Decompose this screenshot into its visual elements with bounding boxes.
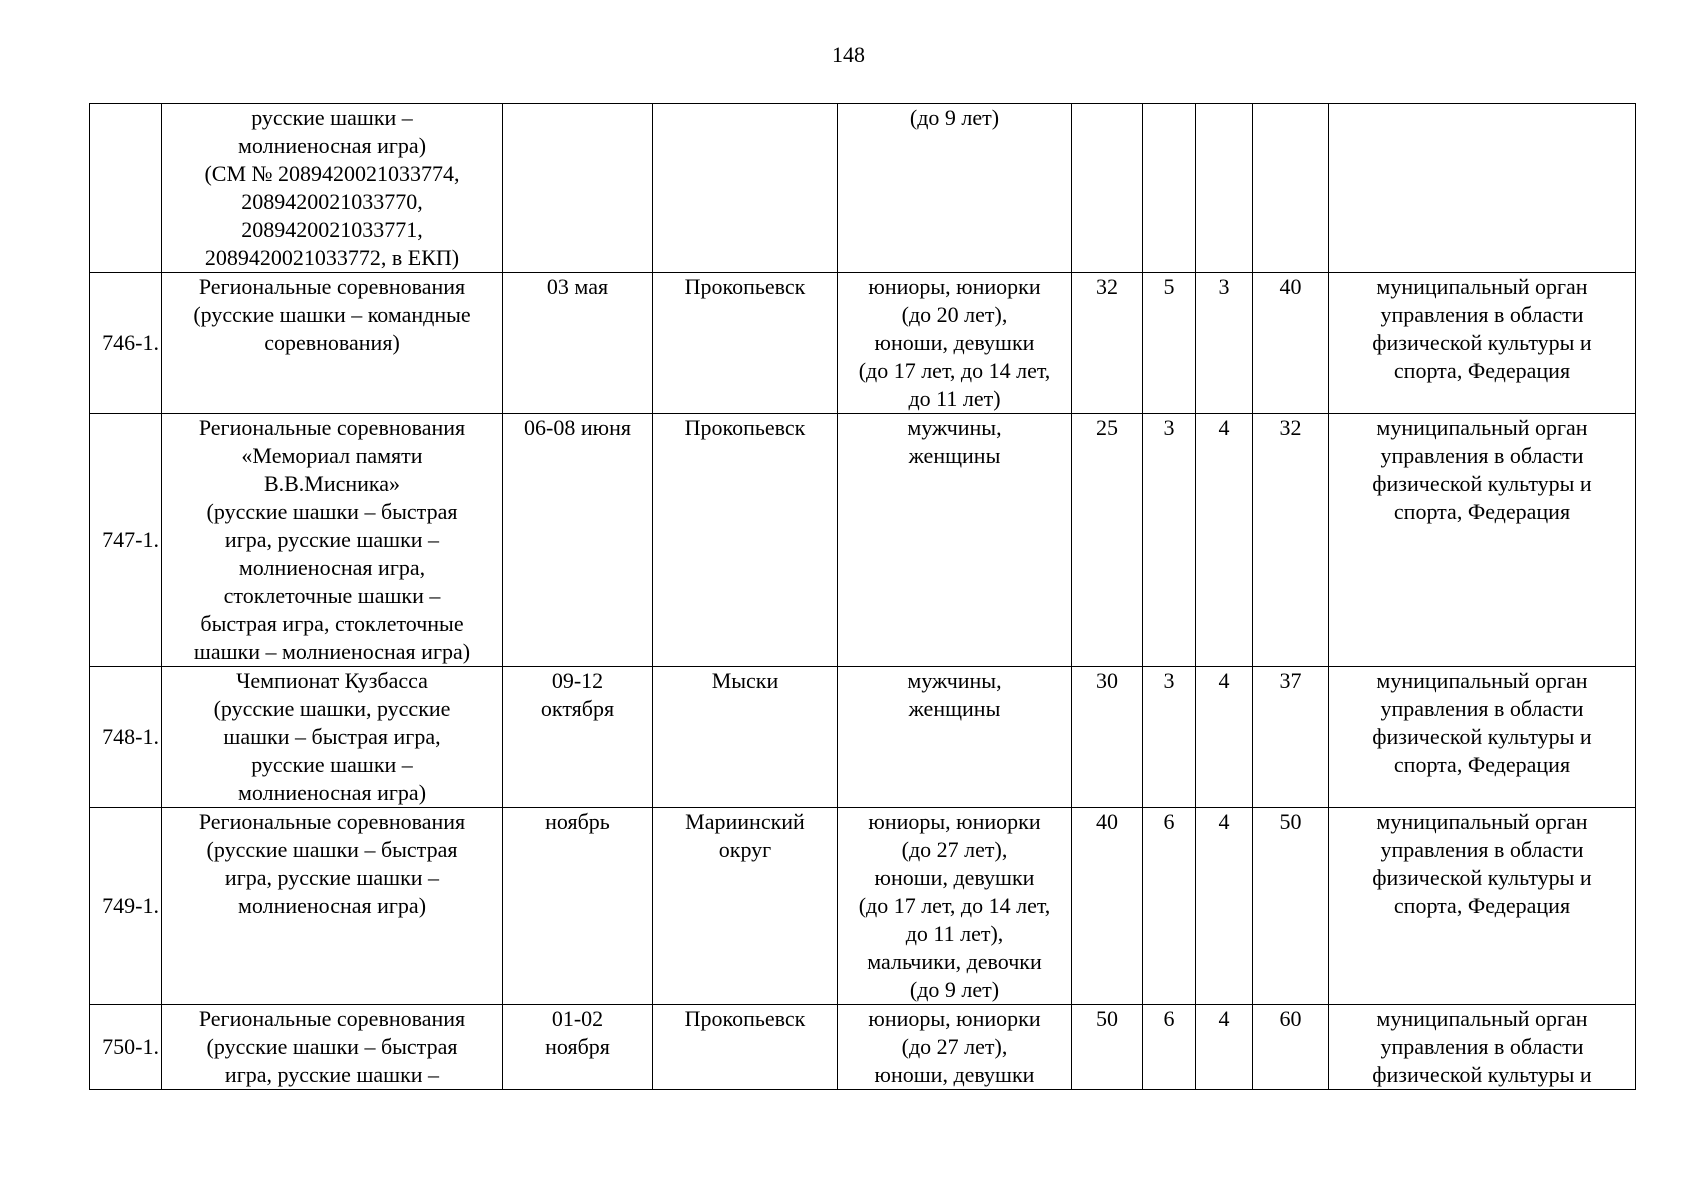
row-number: 747-1.: [90, 414, 162, 667]
count-col1: 40: [1072, 808, 1143, 1005]
participants: мужчины, женщины: [838, 667, 1072, 808]
organizer: муниципальный орган управления в области физической культуры и спорта, Федерация: [1329, 808, 1636, 1005]
count-col2: 6: [1143, 808, 1196, 1005]
count-total: 40: [1253, 273, 1329, 414]
event-date: 06-08 июня: [503, 414, 653, 667]
table-row: [90, 414, 1636, 667]
count-total: 37: [1253, 667, 1329, 808]
row-number: [90, 104, 162, 273]
count-total: 32: [1253, 414, 1329, 667]
event-date: [503, 104, 653, 273]
event-place: Мариинский округ: [653, 808, 838, 1005]
table-row: [90, 1005, 1636, 1090]
event-date: 09-12 октября: [503, 667, 653, 808]
participants: юниоры, юниорки (до 27 лет), юноши, девушки (до 17 лет, до 14 лет, до 11 лет), мальчики, девочки (до 9 лет): [838, 808, 1072, 1005]
event-name: Региональные соревнования (русские шашки – быстрая игра, русские шашки – молниеносная игра): [162, 808, 503, 1005]
organizer: [1329, 104, 1636, 273]
count-col1: 25: [1072, 414, 1143, 667]
count-col2: [1143, 104, 1196, 273]
count-col1: [1072, 104, 1143, 273]
count-col3: 3: [1196, 273, 1253, 414]
count-col2: 3: [1143, 667, 1196, 808]
event-place: Прокопьевск: [653, 273, 838, 414]
row-number: 748-1.: [90, 667, 162, 808]
table-row: [90, 273, 1636, 414]
organizer: муниципальный орган управления в области физической культуры и спорта, Федерация: [1329, 667, 1636, 808]
count-total: [1253, 104, 1329, 273]
event-name: Чемпионат Кузбасса (русские шашки, русские шашки – быстрая игра, русские шашки – молниеносная игра): [162, 667, 503, 808]
count-col3: [1196, 104, 1253, 273]
count-col3: 4: [1196, 667, 1253, 808]
count-total: 50: [1253, 808, 1329, 1005]
row-number: 750-1.: [90, 1005, 162, 1090]
count-col3: 4: [1196, 414, 1253, 667]
event-place: Прокопьевск: [653, 414, 838, 667]
event-date: 01-02 ноября: [503, 1005, 653, 1090]
count-total: 60: [1253, 1005, 1329, 1090]
event-date: 03 мая: [503, 273, 653, 414]
count-col2: 6: [1143, 1005, 1196, 1090]
count-col3: 4: [1196, 808, 1253, 1005]
event-name: Региональные соревнования «Мемориал памяти В.В.Мисника» (русские шашки – быстрая игра, русские шашки – молниеносная игра, стоклеточные шашки – быстрая игра, стоклеточные шашки – молниеносная игра): [162, 414, 503, 667]
organizer: муниципальный орган управления в области физической культуры и: [1329, 1005, 1636, 1090]
table-row: [90, 104, 1636, 273]
count-col1: 50: [1072, 1005, 1143, 1090]
table-row: [90, 808, 1636, 1005]
count-col1: 30: [1072, 667, 1143, 808]
count-col2: 3: [1143, 414, 1196, 667]
count-col2: 5: [1143, 273, 1196, 414]
row-number: 749-1.: [90, 808, 162, 1005]
event-name: Региональные соревнования (русские шашки – быстрая игра, русские шашки –: [162, 1005, 503, 1090]
organizer: муниципальный орган управления в области физической культуры и спорта, Федерация: [1329, 273, 1636, 414]
count-col3: 4: [1196, 1005, 1253, 1090]
page-number: 148: [832, 42, 865, 67]
event-place: Мыски: [653, 667, 838, 808]
event-place: [653, 104, 838, 273]
participants: мужчины, женщины: [838, 414, 1072, 667]
schedule-table: [89, 103, 1636, 1090]
table-row: [90, 667, 1636, 808]
count-col1: 32: [1072, 273, 1143, 414]
organizer: муниципальный орган управления в области физической культуры и спорта, Федерация: [1329, 414, 1636, 667]
event-name: русские шашки – молниеносная игра) (СМ № 2089420021033774, 2089420021033770, 2089420021033771, 2089420021033772, в ЕКП): [162, 104, 503, 273]
participants: (до 9 лет): [838, 104, 1072, 273]
participants: юниоры, юниорки (до 20 лет), юноши, девушки (до 17 лет, до 14 лет, до 11 лет): [838, 273, 1072, 414]
event-name: Региональные соревнования (русские шашки – командные соревнования): [162, 273, 503, 414]
row-number: 746-1.: [90, 273, 162, 414]
event-place: Прокопьевск: [653, 1005, 838, 1090]
event-date: ноябрь: [503, 808, 653, 1005]
participants: юниоры, юниорки (до 27 лет), юноши, девушки: [838, 1005, 1072, 1090]
